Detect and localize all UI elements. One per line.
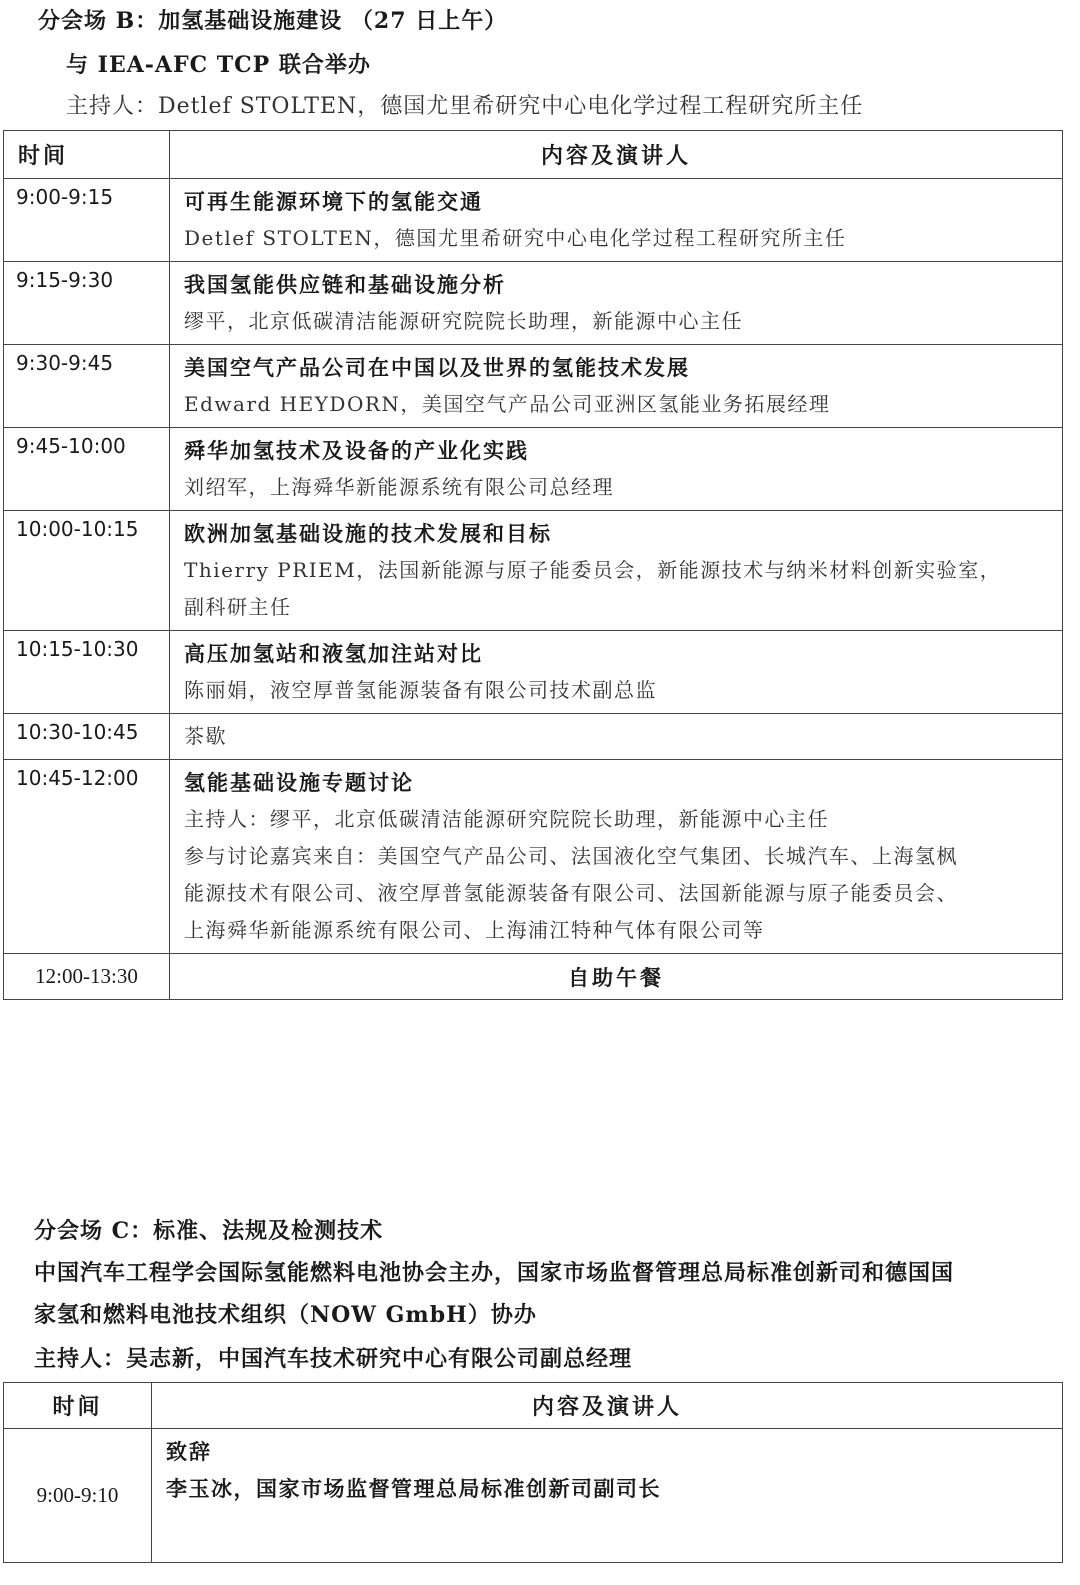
section-c-title: 分会场 C：标准、法规及检测技术 — [34, 1218, 384, 1244]
section-b-title: 分会场 B：加氢基础设施建设 （27 日上午） — [38, 8, 508, 34]
row-time: 10:30-10:45 — [4, 714, 170, 760]
table-row — [4, 345, 1063, 428]
section-b-agenda-table — [3, 130, 1063, 1000]
row-detail-line: Thierry PRIEM，法国新能源与原子能委员会，新能源技术与纳米材料创新实验室， — [184, 558, 1002, 582]
row-title: 欧洲加氢基础设施的技术发展和目标 — [184, 521, 552, 546]
row-time: 9:15-9:30 — [4, 262, 170, 345]
row-title: 致辞 — [166, 1439, 212, 1464]
table-row — [4, 428, 1063, 511]
header-time: 时间 — [4, 131, 170, 179]
section-b-subtitle: 与 IEA-AFC TCP 联合举办 — [66, 52, 371, 78]
row-content — [152, 1429, 1063, 1563]
section-c-agenda-table — [3, 1382, 1063, 1563]
table-row — [4, 179, 1063, 262]
row-detail-line: 参与讨论嘉宾来自：美国空气产品公司、法国液化空气集团、长城汽车、上海氢枫 — [184, 844, 958, 868]
row-content — [170, 714, 1063, 760]
row-detail-line: 陈丽娟，液空厚普氢能源装备有限公司技术副总监 — [184, 678, 657, 702]
row-title: 美国空气产品公司在中国以及世界的氢能技术发展 — [184, 355, 690, 380]
row-time: 9:00-9:15 — [4, 179, 170, 262]
table-row — [4, 1429, 1063, 1563]
row-detail-line: Edward HEYDORN，美国空气产品公司亚洲区氢能业务拓展经理 — [184, 392, 831, 416]
table-row — [4, 262, 1063, 345]
row-time: 9:45-10:00 — [4, 428, 170, 511]
section-c-host: 主持人：吴志新，中国汽车技术研究中心有限公司副总经理 — [34, 1346, 633, 1372]
header-content: 内容及演讲人 — [152, 1383, 1063, 1429]
lunch-time: 12:00-13:30 — [4, 954, 170, 1000]
row-detail-line: 上海舜华新能源系统有限公司、上海浦江特种气体有限公司等 — [184, 918, 765, 942]
row-detail-line: 副科研主任 — [184, 595, 292, 619]
row-time: 10:15-10:30 — [4, 631, 170, 714]
row-content — [170, 511, 1063, 631]
header-time: 时间 — [4, 1383, 152, 1429]
row-time: 9:00-9:10 — [4, 1429, 152, 1563]
header-content: 内容及演讲人 — [170, 131, 1063, 179]
table-row — [4, 714, 1063, 760]
table-header-row — [4, 131, 1063, 179]
lunch-row — [4, 954, 1063, 1000]
row-detail-line: 能源技术有限公司、液空厚普氢能源装备有限公司、法国新能源与原子能委员会、 — [184, 881, 958, 905]
row-time: 10:45-12:00 — [4, 760, 170, 954]
row-content — [170, 760, 1063, 954]
lunch-label: 自助午餐 — [170, 954, 1063, 1000]
table-row — [4, 631, 1063, 714]
row-detail-line: Detlef STOLTEN，德国尤里希研究中心电化学过程工程研究所主任 — [184, 226, 847, 250]
row-content — [170, 428, 1063, 511]
row-time: 9:30-9:45 — [4, 345, 170, 428]
row-content — [170, 262, 1063, 345]
section-c-organizer-line2: 家氢和燃料电池技术组织（NOW GmbH）协办 — [34, 1302, 537, 1328]
table-header-row — [4, 1383, 1063, 1429]
row-title: 高压加氢站和液氢加注站对比 — [184, 641, 483, 666]
row-title: 可再生能源环境下的氢能交通 — [184, 189, 483, 214]
row-content — [170, 179, 1063, 262]
row-title: 氢能基础设施专题讨论 — [184, 770, 414, 795]
row-content — [170, 345, 1063, 428]
table-row — [4, 760, 1063, 954]
row-content — [170, 631, 1063, 714]
table-row — [4, 511, 1063, 631]
row-detail-line: 刘绍军，上海舜华新能源系统有限公司总经理 — [184, 475, 614, 499]
row-speaker: 李玉冰，国家市场监督管理总局标准创新司副司长 — [166, 1476, 661, 1501]
row-title: 我国氢能供应链和基础设施分析 — [184, 272, 506, 297]
row-detail-line: 茶歇 — [184, 724, 227, 748]
section-c-organizer-line1: 中国汽车工程学会国际氢能燃料电池协会主办，国家市场监督管理总局标准创新司和德国国 — [34, 1260, 955, 1286]
section-b-host: 主持人：Detlef STOLTEN，德国尤里希研究中心电化学过程工程研究所主任 — [66, 94, 864, 119]
row-detail-line: 缪平，北京低碳清洁能源研究院院长助理，新能源中心主任 — [184, 309, 743, 333]
row-title: 舜华加氢技术及设备的产业化实践 — [184, 438, 529, 463]
row-time: 10:00-10:15 — [4, 511, 170, 631]
row-detail-line: 主持人：缪平，北京低碳清洁能源研究院院长助理，新能源中心主任 — [184, 807, 829, 831]
